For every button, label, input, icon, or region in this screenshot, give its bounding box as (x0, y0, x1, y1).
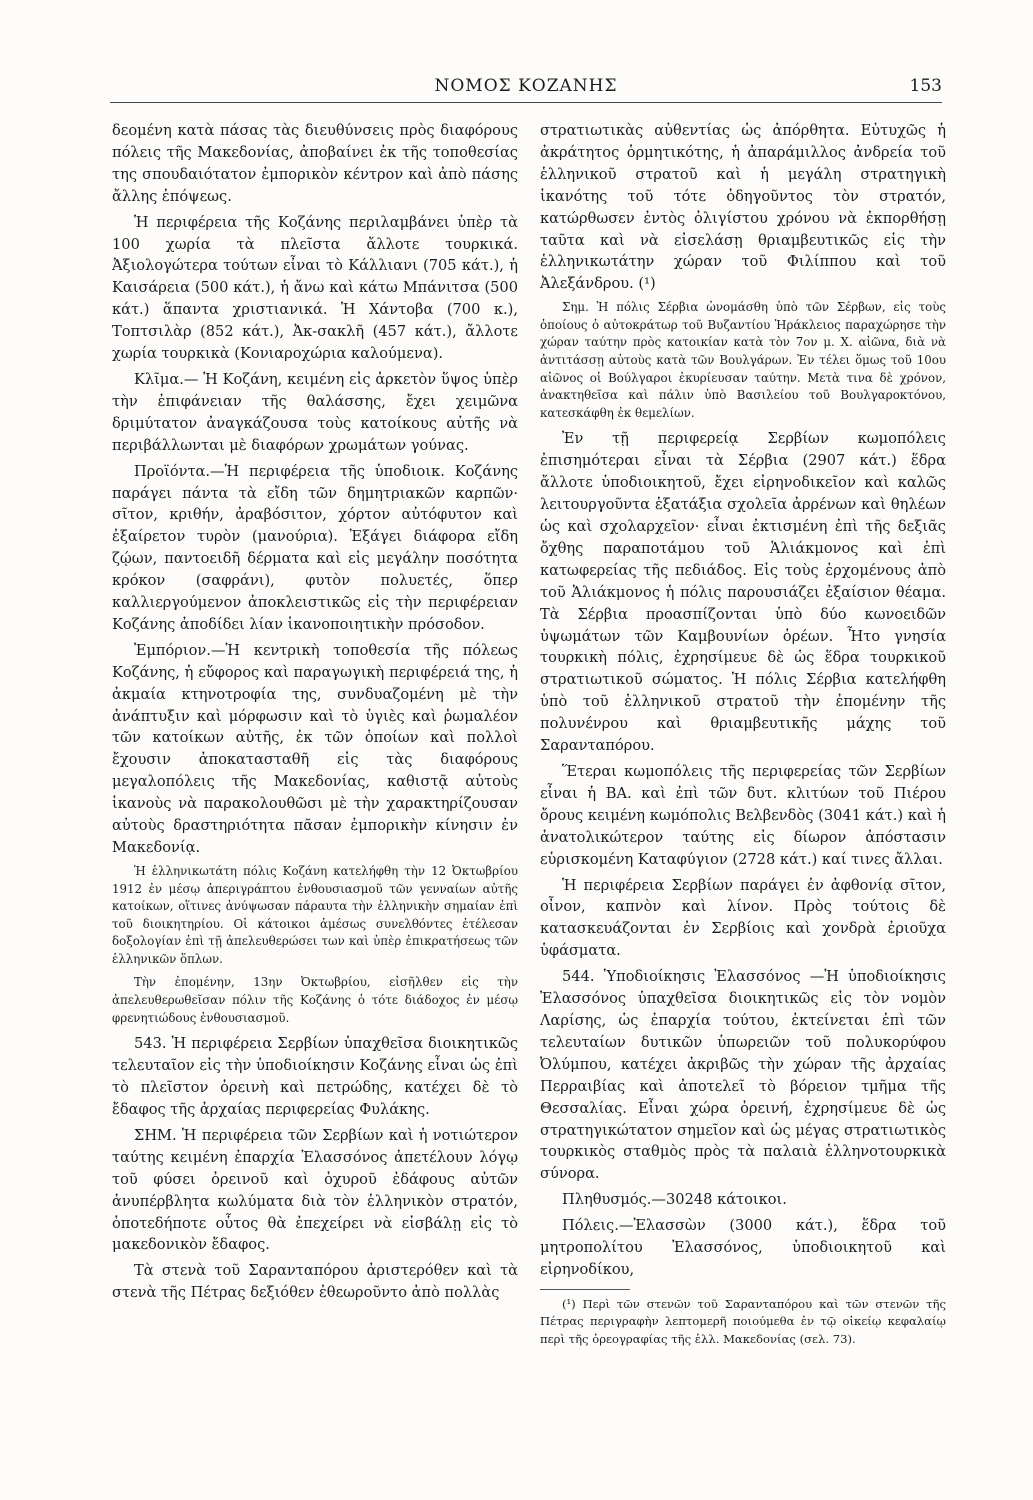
paragraph: δεομένη κατὰ πάσας τὰς διευθύνσεις πρὸς διαφόρους πόλεις τῆς Μακεδονίας, ἀποβαίνει ἐκ τῆς τοποθεσίας της σπουδαιότατον ἐμπορικὸν κέντρον καὶ ἀπὸ πάσης ἄλλης ἐπόψεως. (112, 122, 518, 205)
paragraph: Ἕτεραι κωμοπόλεις τῆς περιφερείας τῶν Σερβίων εἶναι ἡ ΒΑ. καὶ ἐπὶ τῶν δυτ. κλιτύων τοῦ Πιέρου ὄρους κειμένη κωμόπολις Βελβενδὸς (3041 κάτ.) καὶ ἡ ἀνατολικώτερον ταύτης εἰς δίωρον ἀπόστασιν εὑρισκομένη Καταφύγιον (2728 κάτ.) καί τινες ἄλλαι. (540, 763, 946, 868)
paragraph: Πληθυσμός.—30248 κάτοικοι. (562, 1191, 787, 1209)
paragraph: Τὰ στενὰ τοῦ Σαρανταπόρου ἀριστερόθεν καὶ τὰ στενὰ τῆς Πέτρας δεξιόθεν ἐθεωροῦντο ἀπὸ πολλὰς (112, 1262, 518, 1302)
paragraph: Ἡ περιφέρεια Σερβίων παράγει ἐν ἀφθονίᾳ σῖτον, οἶνον, καπνὸν καὶ λίνον. Πρὸς τούτοις δὲ κατασκευάζονται ἐν Σερβίοις καὶ χονδρὰ ἐριοῦχα ὑφάσματα. (540, 876, 946, 960)
paragraph: Πόλεις.—Ἐλασσὼν (3000 κάτ.), ἕδρα τοῦ μητροπολίτου Ἐλασσόνος, ὑποδιοικητοῦ καὶ εἰρηνοδίκου, (540, 1217, 946, 1278)
paragraph: στρατιωτικὰς αὐθεντίας ὡς ἀπόρθητα. Εὐτυχῶς ἡ ἀκράτητος ὁρμητικότης, ἡ ἀπαράμιλλος ἀνδρεία τοῦ ἑλληνικοῦ στρατοῦ καὶ ἡ μεγάλη στρατηγικὴ ἱκανότης τοῦ τότε ὁδηγοῦντος τὸν στρατόν, κατώρθωσεν ἐντὸς ὀλιγίστου χρόνου νὰ ἐκπορθήσῃ ταῦτα καὶ νὰ εἰσελάσῃ θριαμβευτικῶς εἰς τὴν ἑλληνικωτάτην χώραν τοῦ Φιλίππου καὶ τοῦ Ἀλεξάνδρου. (¹) (540, 122, 946, 293)
paragraph: 543. Ἡ περιφέρεια Σερβίων ὑπαχθεῖσα διοικητικῶς τελευταῖον εἰς τὴν ὑποδιοίκησιν Κοζάνης εἶναι ὡς ἐπὶ τὸ πλεῖστον ὀρεινὴ καὶ πετρώδης, κατέχει δὲ τὸ ἔδαφος τῆς ἀρχαίας περιφερείας Φυλάκης. (112, 1035, 518, 1118)
footnote-separator (540, 1289, 630, 1290)
note-paragraph: Ἡ ἑλληνικωτάτη πόλις Κοζάνη κατελήφθη τὴν 12 Ὀκτωβρίου 1912 ἐν μέσῳ ἀπεριγράπτου ἐνθουσιασμοῦ τῶν γενναίων αὐτῆς κατοίκων, οἵτινες ἀνύψωσαν πάραυτα τὴν ἑλληνικὴν σημαίαν ἐπὶ τοῦ διοικητηρίου. Οἱ κάτοικοι ἀμέσως συνελθόντες ἐτέλεσαν δοξολογίαν ἐπὶ τῇ ἀπελευθερώσει των καὶ ὑπὲρ ἐπικρατήσεως τῶν ἑλληνικῶν ὅπλων. (112, 863, 518, 966)
note-paragraph: Τὴν ἐπομένην, 13ην Ὀκτωβρίου, εἰσῆλθεν εἰς τὴν ἀπελευθερωθεῖσαν πόλιν τῆς Κοζάνης ὁ τότε διάδοχος ἐν μέσῳ φρενητιώδους ἐνθουσιασμοῦ. (112, 975, 518, 1025)
footnote: (¹) Περὶ τῶν στενῶν τοῦ Σαρανταπόρου καὶ τῶν στενῶν τῆς Πέτρας περιγραφὴν λεπτομερῆ ποιούμεθα ἐν τῷ οἰκείῳ κεφαλαίῳ περὶ τῆς ὀρεογραφίας τῆς ἑλλ. Μακεδονίας (σελ. 73). (540, 1296, 946, 1346)
paragraph: Προϊόντα.—Ἡ περιφέρεια τῆς ὑποδιοικ. Κοζάνης παράγει πάντα τὰ εἴδη τῶν δημητριακῶν καρπῶν· σῖτον, κριθήν, ἀραβόσιτον, χόρτον αὐτόφυτον καὶ ἐξαίρετον τυρὸν (μανούρια). Ἐξάγει διάφορα εἴδη ζῴων, παντοειδῆ δέρματα καὶ εἰς μεγάλην ποσότητα κρόκον (σαφράνι), φυτὸν πολυετές, ὅπερ καλλιεργούμενον ἀποκλειστικῶς εἰς τὴν περιφέρειαν Κοζάνης ἀποδίδει λίαν ἱκανοποιητικὴν πρόσοδον. (112, 462, 518, 633)
paragraph: Ἡ περιφέρεια τῆς Κοζάνης περιλαμβάνει ὑπὲρ τὰ 100 χωρία τὰ πλεῖστα ἄλλοτε τουρκικά. Ἀξιολογώτερα τούτων εἶναι τὸ Κάλλιανι (705 κάτ.), ἡ Καισάρεια (500 κάτ.), ἡ ἄνω καὶ κάτω Μπάνιτσα (500 κάτ.) ἅπαντα χριστιανικά. Ἡ Χάντοβα (700 κ.), Τοπτσιλὰρ (852 κάτ.), Ἀκ-σακλῆ (457 κάτ.), ἄλλοτε χωρία τουρκικὰ (Κονιαροχώρια καλούμενα). (112, 213, 518, 363)
paragraph: Κλῖμα.— Ἡ Κοζάνη, κειμένη εἰς ἀρκετὸν ὕψος ὑπὲρ τὴν ἐπιφάνειαν τῆς θαλάσσης, ἔχει χειμῶνα δριμύτατον ἀναγκάζουσα τοὺς κατοίκους αὐτῆς νὰ περιβάλλωνται μὲ διαφόρων χρωμάτων γούνας. (112, 370, 518, 454)
paragraph: Ἐμπόριον.—Ἡ κεντρικὴ τοποθεσία τῆς πόλεως Κοζάνης, ἡ εὔφορος καὶ παραγωγικὴ περιφέρειά της, ἡ ἀκμαία κτηνοτροφία της, συνδυαζομένη μὲ τὴν ἀνάπτυξιν καὶ μόρφωσιν καὶ τὸ ὑγιὲς καὶ ῥωμαλέον τῶν κατοίκων αὐτῆς, ἐκ τῶν ὁποίων καὶ πολλοὶ ἔχουσιν ἀποκατασταθῆ εἰς τὰς διαφόρους μεγαλοπόλεις τῆς Μακεδονίας, καθιστᾷ αὐτοὺς ἱκανοὺς νὰ παρακολουθῶσι μὲ τὴν χαρακτηρίζουσαν αὐτοὺς δραστηριότητα πᾶσαν ἐμπορικὴν κίνησιν ἐν Μακεδονίᾳ. (112, 641, 518, 856)
left-column (112, 120, 518, 1308)
paragraph: Ἐν τῇ περιφερείᾳ Σερβίων κωμοπόλεις ἐπισημότεραι εἶναι τὰ Σέρβια (2907 κάτ.) ἕδρα ἄλλοτε ὑποδιοικητοῦ, ἔχει εἰρηνοδικεῖον καὶ καλῶς λειτουργοῦντα ἑξατάξια σχολεῖα ἀρρένων καὶ θηλέων ὡς καὶ σχολαρχεῖον· εἶναι ἐκτισμένη ἐπὶ τῆς δεξιᾶς ὄχθης παραποτάμου τοῦ Ἁλιάκμονος καὶ ἐπὶ κατωφερείας τῆς πεδιάδος. Εἰς τοὺς ἐρχομένους ἀπὸ τοῦ Ἁλιάκμονος ἡ πόλις παρουσιάζει ἐξαίσιον θέαμα. Τὰ Σέρβια προασπίζονται ὑπὸ δύο κωνοειδῶν ὑψωμάτων τῶν Καμβουνίων ὀρέων. Ἦτο γνησία τουρκικὴ πόλις, ἐχρησίμευε δὲ ὡς ἕδρα τουρκικοῦ στρατιωτικοῦ σώματος. Ἡ πόλις Σέρβια κατελήφθη ὑπὸ τοῦ ἑλληνικοῦ στρατοῦ τὴν ἐπομένην τῆς πολυνένρου καὶ θριαμβευτικῆς μάχης τοῦ Σαρανταπόρου. (540, 430, 946, 755)
right-column (540, 120, 946, 1352)
page-title: ΝΟΜΟΣ ΚΟΖΑΝΗΣ (434, 76, 618, 96)
paragraph: 544. Ὑποδιοίκησις Ἐλασσόνος —Ἡ ὑποδιοίκησις Ἐλασσόνος ὑπαχθεῖσα διοικητικῶς εἰς τὸν νομὸν Λαρίσης, ὡς ἐπαρχία τούτου, ἐκτείνεται ἐπὶ τῶν τελευταίων δυτικῶν ὑπωρειῶν τοῦ πολυκορύφου Ὀλύμπου, κατέχει ἀκριβῶς τὴν χώραν τῆς ἀρχαίας Περραιβίας καὶ ἀποτελεῖ τὸ βόρειον τμῆμα τῆς Θεσσαλίας. Εἶναι χώρα ὀρεινή, ἐχρησίμευε δὲ ὡς στρατηγικώτατον σημεῖον καὶ ὡς μέγας στρατιωτικὸς τουρκικὸς σταθμὸς πρὸς τὰ παλαιὰ ἑλληνοτουρκικὰ σύνορα. (540, 968, 946, 1183)
note-paragraph: Σημ. Ἡ πόλις Σέρβια ὠνομάσθη ὑπὸ τῶν Σέρβων, εἰς τοὺς ὁποίους ὁ αὐτοκράτωρ τοῦ Βυζαντίου Ἡράκλειος παραχώρησε τὴν χώραν ταύτην πρὸς κατοικίαν κατὰ τὸν 7ον μ. Χ. αἰῶνα, διὰ νὰ ἀντιτάσσῃ αὐτοὺς κατὰ τῶν Βουλγάρων. Ἐν τέλει ὅμως τοῦ 10ου αἰῶνος οἱ Βούλγαροι ἐκυρίευσαν ταύτην. Μετὰ τινα δὲ χρόνον, ἀνακτηθεῖσα καὶ πάλιν ὑπὸ Βασιλείου τοῦ Βουλγαροκτόνου, κατεσκάφθη ἐκ θεμελίων. (540, 300, 946, 420)
paragraph: ΣΗΜ. Ἡ περιφέρεια τῶν Σερβίων καὶ ἡ νοτιώτερον ταύτης κειμένη ἐπαρχία Ἐλασσόνος ἀπετέλουν λόγῳ τοῦ φύσει ὀρεινοῦ καὶ ὀχυροῦ ἐδάφους αὐτῶν ἀνυπέρβλητα κωλύματα διὰ τὸν ἑλληνικὸν στρατόν, ὁποτεδήποτε οὗτος θὰ ἐπεχείρει νὰ εἰσβάλῃ εἰς τὸ μακεδονικὸν ἔδαφος. (112, 1126, 518, 1254)
running-header (110, 72, 942, 103)
page-number: 153 (909, 76, 942, 96)
